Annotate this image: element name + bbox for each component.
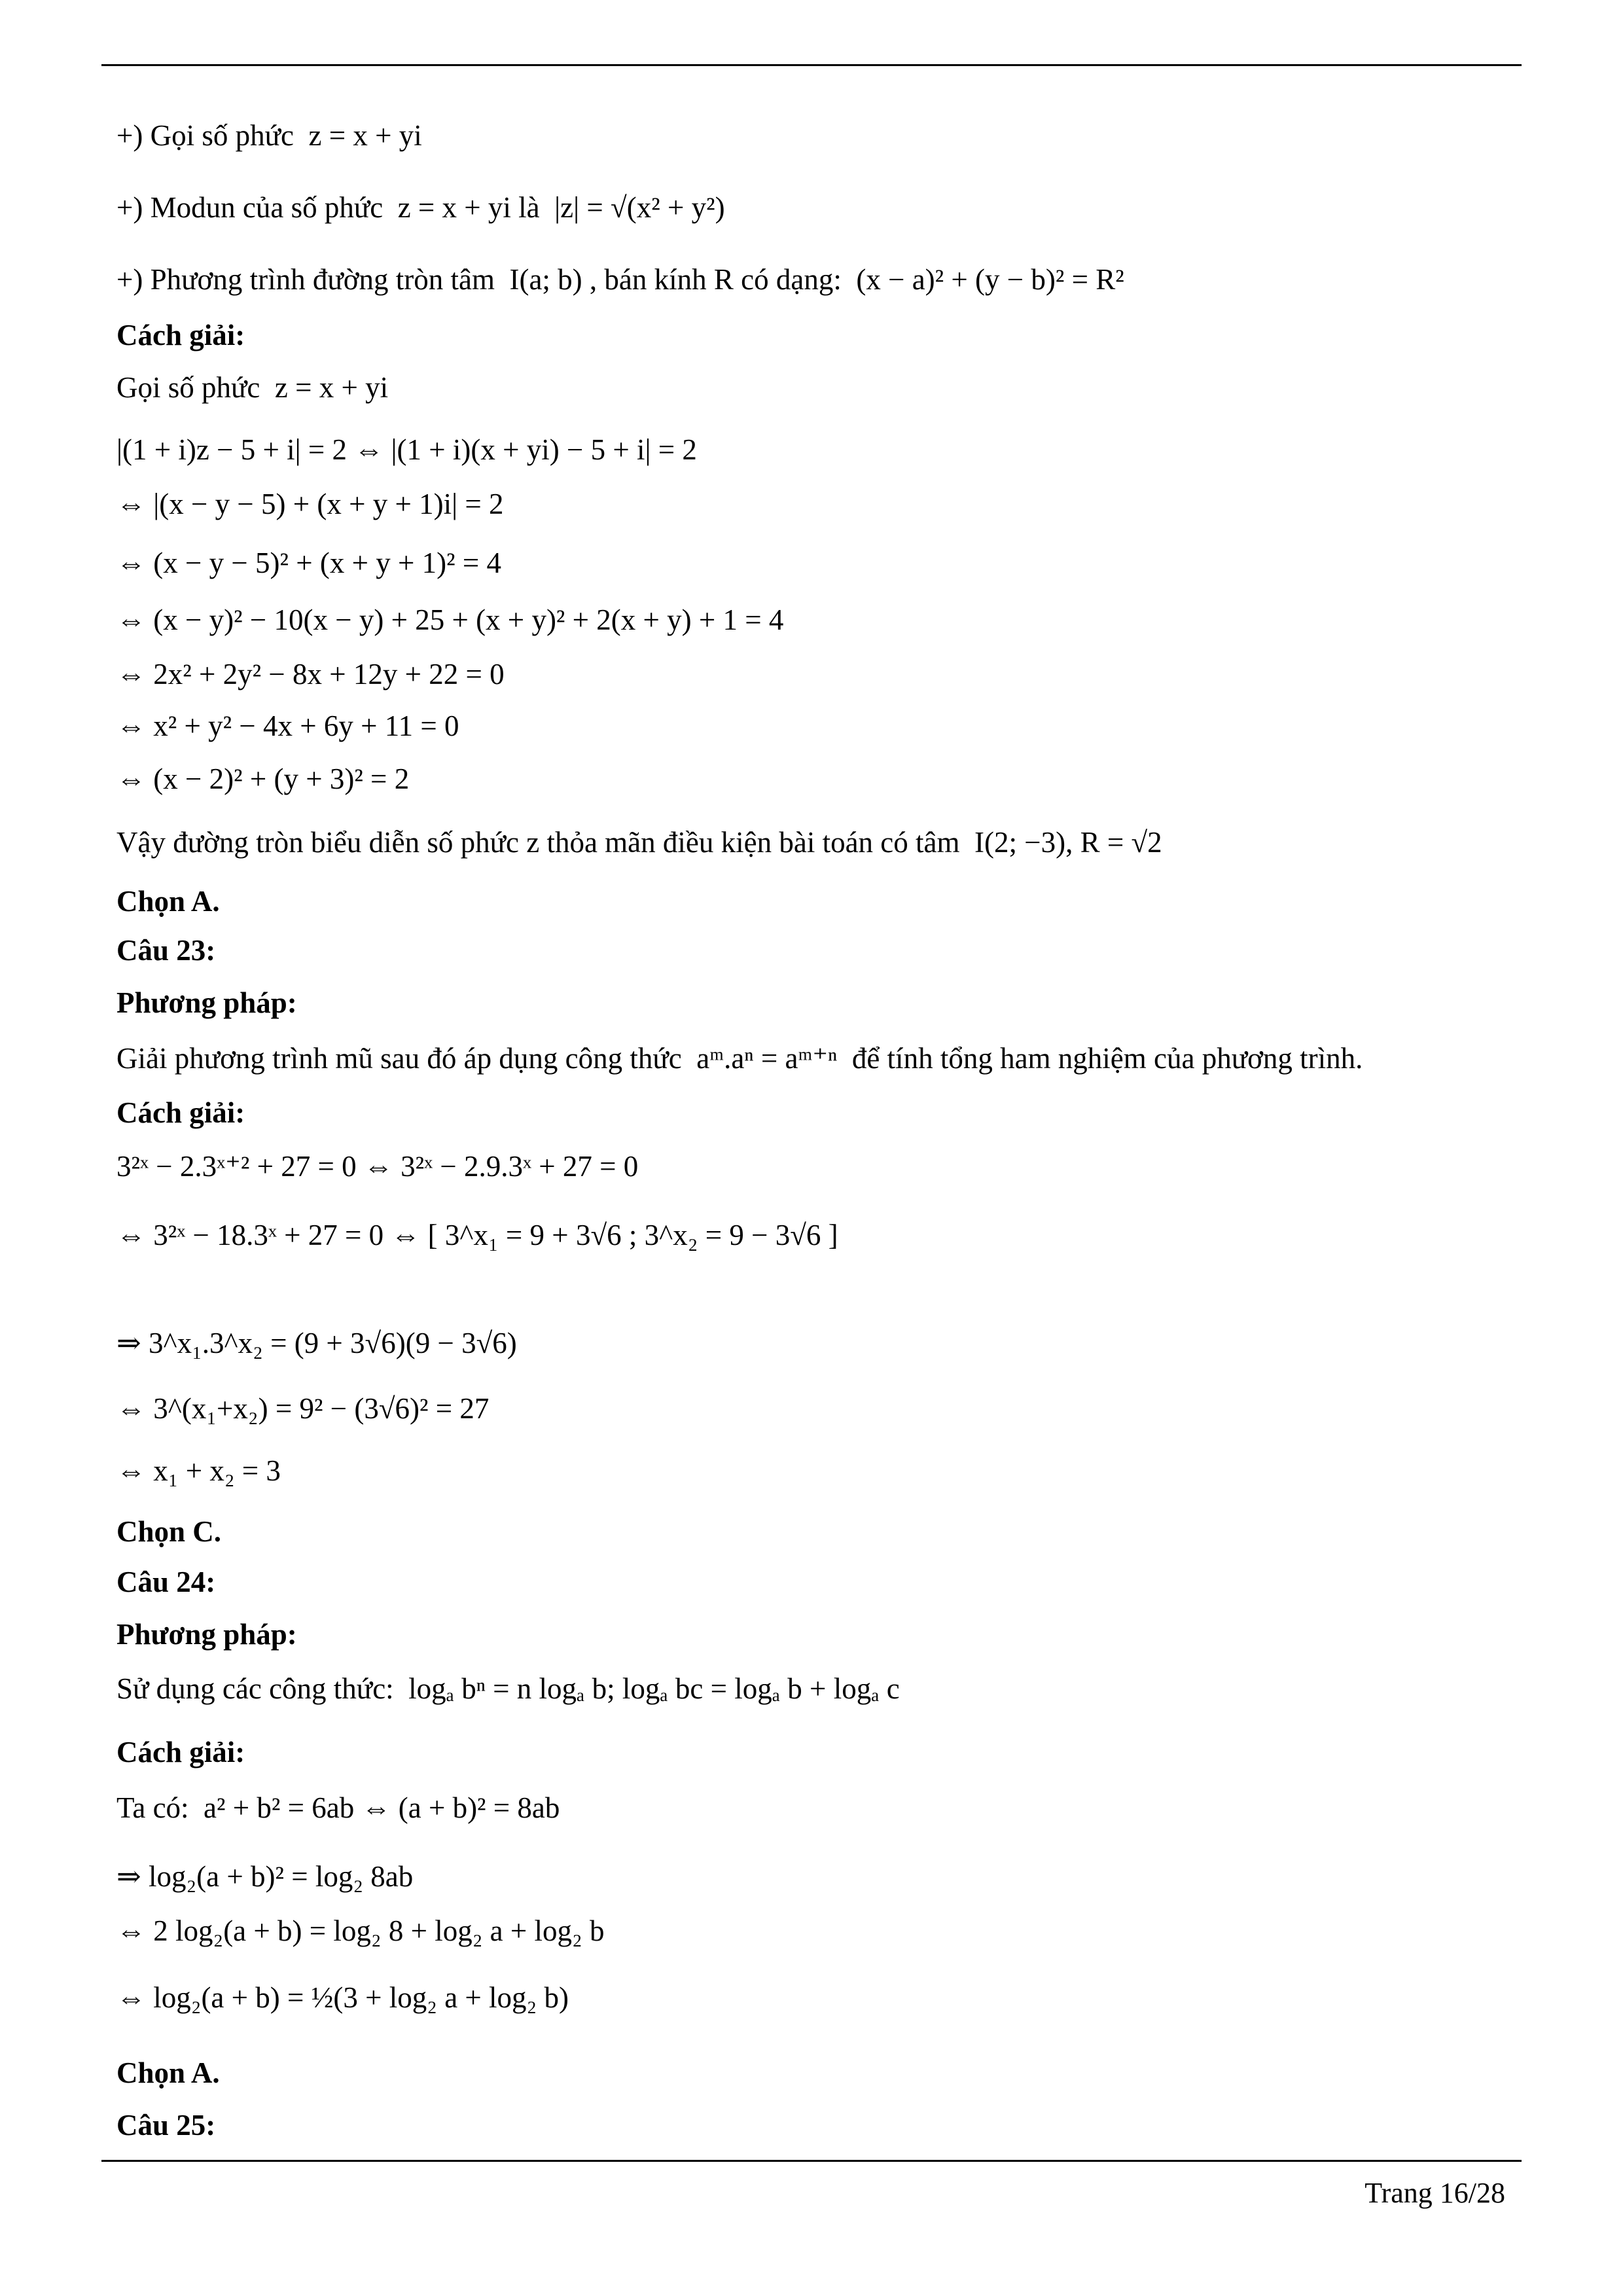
- equation-line: ⇔ |(x − y − 5) + (x + y + 1)i| = 2: [116, 488, 504, 520]
- text-line: Sử dụng các công thức: logₐ bⁿ = n logₐ b; logₐ bc = logₐ b + logₐ c: [116, 1672, 900, 1705]
- answer-label: Chọn A.: [116, 885, 220, 918]
- section-heading: Cách giải:: [116, 319, 245, 351]
- section-heading: Phương pháp:: [116, 1618, 297, 1651]
- text-line: Giải phương trình mũ sau đó áp dụng công thức aᵐ.aⁿ = aᵐ⁺ⁿ để tính tổng ham nghiệm của phương trình.: [116, 1042, 1363, 1075]
- equation-line: ⇔ 3²ˣ − 18.3ˣ + 27 = 0 ⇔ [ 3^x₁ = 9 + 3√6 ; 3^x₂ = 9 − 3√6 ]: [116, 1219, 838, 1251]
- answer-label: Chọn A.: [116, 2056, 220, 2089]
- page-number: Trang 16/28: [1364, 2177, 1505, 2209]
- equation-line: ⇔ 2x² + 2y² − 8x + 12y + 22 = 0: [116, 658, 505, 691]
- equation-line: ⇔ x² + y² − 4x + 6y + 11 = 0: [116, 709, 459, 742]
- equation-line: ⇒ 3^x₁.3^x₂ = (9 + 3√6)(9 − 3√6): [116, 1327, 517, 1359]
- bottom-rule: [101, 2160, 1522, 2162]
- answer-label: Chọn C.: [116, 1515, 222, 1548]
- text-line: Vậy đường tròn biểu diễn số phức z thỏa mãn điều kiện bài toán có tâm I(2; −3), R = √2: [116, 826, 1162, 859]
- section-heading: Cách giải:: [116, 1096, 245, 1129]
- equation-line: ⇒ log₂(a + b)² = log₂ 8ab: [116, 1860, 414, 1893]
- text-line: Gọi số phức z = x + yi: [116, 371, 389, 404]
- top-rule: [101, 64, 1522, 66]
- equation-line: Ta có: a² + b² = 6ab ⇔ (a + b)² = 8ab: [116, 1791, 560, 1824]
- equation-line: ⇔ (x − y − 5)² + (x + y + 1)² = 4: [116, 547, 501, 579]
- equation-line: ⇔ (x − y)² − 10(x − y) + 25 + (x + y)² + 2(x + y) + 1 = 4: [116, 603, 784, 636]
- text-line: +) Gọi số phức z = x + yi: [116, 119, 422, 152]
- equation-line: ⇔ 3^(x₁+x₂) = 9² − (3√6)² = 27: [116, 1392, 490, 1425]
- question-heading: Câu 24:: [116, 1566, 216, 1598]
- section-heading: Phương pháp:: [116, 986, 297, 1019]
- text-line: +) Modun của số phức z = x + yi là |z| = √(x² + y²): [116, 191, 725, 224]
- equation-line: ⇔ log₂(a + b) = ½(3 + log₂ a + log₂ b): [116, 1981, 569, 2014]
- section-heading: Cách giải:: [116, 1736, 245, 1768]
- question-heading: Câu 23:: [116, 934, 216, 967]
- equation-line: 3²ˣ − 2.3ˣ⁺² + 27 = 0 ⇔ 3²ˣ − 2.9.3ˣ + 27 = 0: [116, 1150, 639, 1183]
- question-heading: Câu 25:: [116, 2109, 216, 2142]
- equation-line: ⇔ x₁ + x₂ = 3: [116, 1454, 281, 1487]
- equation-line: ⇔ 2 log₂(a + b) = log₂ 8 + log₂ a + log₂ b: [116, 1914, 605, 1947]
- equation-line: ⇔ (x − 2)² + (y + 3)² = 2: [116, 762, 410, 795]
- text-line: +) Phương trình đường tròn tâm I(a; b) , bán kính R có dạng: (x − a)² + (y − b)² = R²: [116, 263, 1124, 296]
- equation-line: |(1 + i)z − 5 + i| = 2 ⇔ |(1 + i)(x + yi) − 5 + i| = 2: [116, 433, 697, 466]
